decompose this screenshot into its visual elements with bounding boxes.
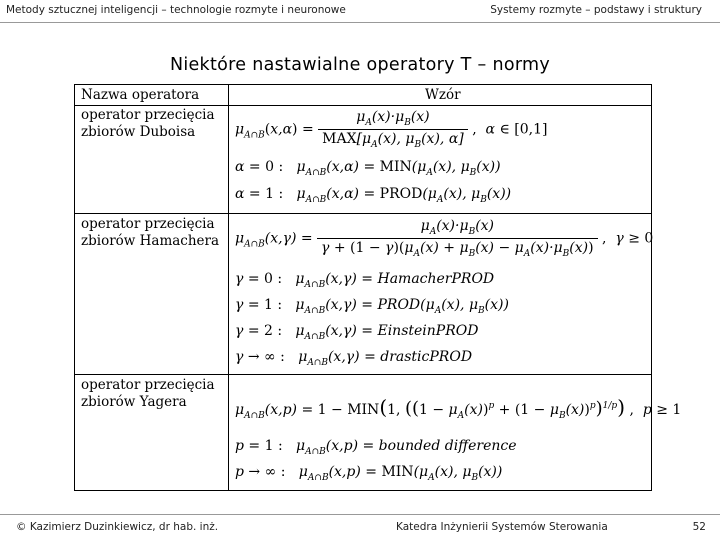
yager-pinf-formula: p → ∞ : $\mu_{A\cap B}(x,p) = MIN(\mu_A(x)$, $\mu_B(x)$) <box>235 464 503 483</box>
hamacher-gamma0-formula: γ = 0 : $\mu_{A\cap B}(x,\gamma)$ = HamacherPROD <box>235 271 495 290</box>
row-dubois-name <box>81 107 226 141</box>
footer-divider <box>0 514 720 515</box>
row-divider-2 <box>75 374 651 375</box>
dubois-alpha0-formula: α = 0 : $\mu_{A\cap B}(x,\alpha) = MIN(\mu_A(x)$, $\mu_B(x)$) <box>235 159 501 178</box>
hamacher-gammainf-formula: γ → ∞ : $\mu_{A\cap B}(x,\gamma)$ = drasticPROD <box>235 349 473 368</box>
row-yager-name-line1: operator przecięcia <box>81 377 215 393</box>
footer-author: © Kazimierz Duzinkiewicz, dr hab. inż. <box>16 521 219 533</box>
hamacher-gamma1-formula: γ = 1 : $\mu_{A\cap B}(x,\gamma)$ = $PROD(\mu_A(x)$, $\mu_B(x)$) <box>235 297 509 316</box>
header-course-title: Metody sztucznej inteligencji – technologie rozmyte i neuronowe <box>6 4 346 16</box>
row-hamacher-name-line2: zbiorów Hamachera <box>81 233 220 249</box>
yager-p1-formula: p = 1 : $\mu_{A\cap B}(x,p)$ = bounded difference <box>235 438 517 457</box>
page-number: 52 <box>692 521 706 533</box>
slide-title: Niektóre nastawialne operatory T – normy <box>169 55 551 75</box>
row-yager-name <box>81 377 226 411</box>
yager-main-formula: $\mu_{A\cap B}(x,p) = 1 - MIN(1$, $((1 - \mu_A(x))^p + (1 - \mu_B(x))^p)^{1/p}$) , p ≥ 1 <box>235 395 682 421</box>
dubois-main-formula: $\mu_{A\cap B}(x,\alpha)$ = $\frac{\mu_A(x)\cdot\mu_B(x)}{MAX[\mu_A(x), \mu_B(x), \alpha]}$ , α ∈ [0,1] <box>235 109 548 150</box>
footer-department: Katedra Inżynierii Systemów Sterowania <box>396 521 608 533</box>
row-hamacher-name-line1: operator przecięcia <box>81 216 215 232</box>
column-divider <box>228 85 229 490</box>
header-row-divider <box>75 105 651 106</box>
row-divider-1 <box>75 213 651 214</box>
hamacher-gamma2-formula: γ = 2 : $\mu_{A\cap B}(x,\gamma)$ = EinsteinPROD <box>235 323 479 342</box>
row-hamacher-name <box>81 216 226 250</box>
row-dubois-name-line2: zbiorów Duboisa <box>81 124 196 140</box>
dubois-alpha1-formula: α = 1 : $\mu_{A\cap B}(x,\alpha)$ = $PROD(\mu_A(x)$, $\mu_B(x)$) <box>235 186 512 205</box>
header-section-title: Systemy rozmyte – podstawy i struktury <box>490 4 702 16</box>
row-yager-name-line2: zbiorów Yagera <box>81 394 187 410</box>
header-divider <box>0 22 720 23</box>
row-dubois-name-line1: operator przecięcia <box>81 107 215 123</box>
hamacher-main-formula: $\mu_{A\cap B}(x,\gamma)$ = $\frac{\mu_A(x)\cdot\mu_B(x)}{\gamma + (1 - \gamma)(\mu_A(x) + \mu_B(x) - \mu_A(x)\cdot\mu_B(x))}$ , γ ≥ 0 <box>235 218 654 259</box>
col-header-name: Nazwa operatora <box>81 87 200 103</box>
col-header-formula: Wzór <box>425 87 461 103</box>
operators-table <box>74 84 682 491</box>
